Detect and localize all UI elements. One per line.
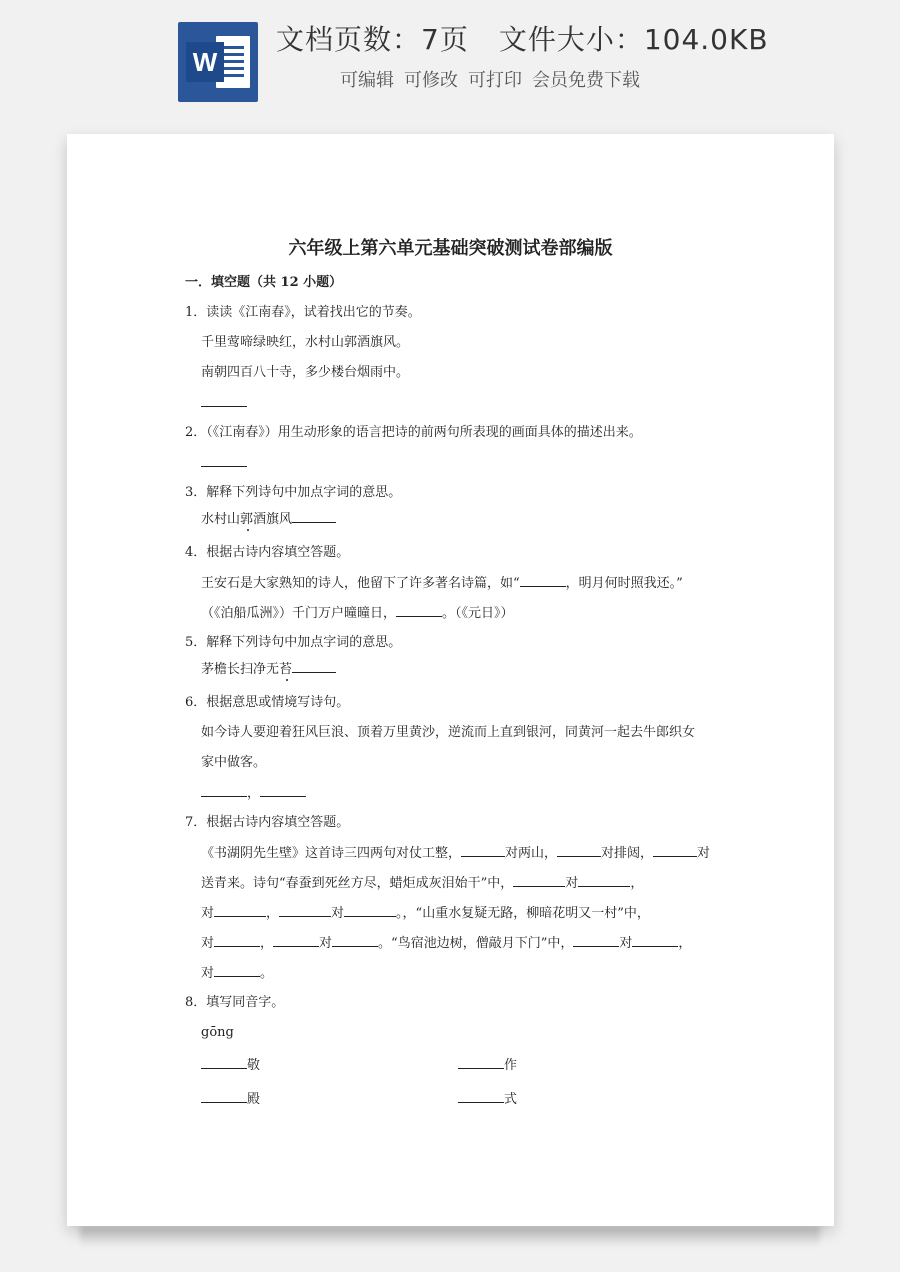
q7-text: 对排闼， — [601, 846, 654, 861]
q8-blank[interactable] — [458, 1090, 504, 1103]
q8-blank[interactable] — [201, 1056, 247, 1069]
q7-line-2 — [201, 874, 643, 893]
q7-text: 对 — [201, 906, 215, 921]
q5-pre: 茅檐长扫净无 — [201, 662, 280, 677]
q7-blank[interactable] — [557, 844, 601, 857]
document-info-header — [0, 0, 900, 120]
q8-char: 式 — [504, 1092, 518, 1107]
document-title: 六年级上第六单元基础突破测试卷部编版 — [288, 238, 613, 259]
q7-text: 。 — [260, 966, 274, 981]
q8-item-4 — [458, 1090, 517, 1109]
q7-text: 《书湖阴先生壁》这首诗三四两句对仗工整， — [201, 846, 462, 861]
q7-blank[interactable] — [344, 904, 396, 917]
q7-line-4 — [201, 934, 691, 953]
q7-blank[interactable] — [214, 964, 260, 977]
q7-text: 对 — [201, 966, 215, 981]
q7-text: 对两山， — [505, 846, 558, 861]
feature-modifiable: 可修改 — [404, 70, 458, 91]
q4-text-2b: 。（《元日》） — [442, 606, 514, 621]
q6-blank-2[interactable] — [260, 784, 306, 797]
q8-blank[interactable] — [458, 1056, 504, 1069]
q7-text: 送青来。诗句“春蚕到死丝方尽，蜡炬成灰泪始干”中， — [201, 876, 514, 891]
q7-line-1 — [201, 844, 710, 863]
question-8: 8．填写同音字。 — [185, 995, 285, 1010]
q6-separator: ， — [247, 786, 261, 801]
q8-pinyin: gōng — [201, 1025, 234, 1040]
q3-post: 酒旗风 — [253, 512, 293, 527]
q7-text: 对 — [201, 936, 215, 951]
page-count: 文档页数：7页 — [276, 23, 469, 56]
document-page — [67, 134, 834, 1226]
word-icon-letter: W — [186, 42, 224, 82]
q3-answer-blank[interactable] — [292, 510, 336, 523]
q6-blank-1[interactable] — [201, 784, 247, 797]
question-1: 1．读读《江南春》，试着找出它的节奏。 — [185, 305, 421, 320]
q7-text: 对 — [319, 936, 333, 951]
section-heading: 一．填空题（共 12 小题） — [185, 275, 343, 290]
feature-printable: 可打印 — [468, 70, 522, 91]
feature-list — [340, 66, 640, 92]
feature-editable: 可编辑 — [340, 70, 394, 91]
q7-blank[interactable] — [279, 904, 331, 917]
q2-answer-blank[interactable] — [201, 454, 247, 473]
q4-line-2 — [201, 604, 514, 623]
q5-phrase — [201, 660, 336, 679]
q4-blank-2[interactable] — [396, 604, 442, 617]
q3-phrase — [201, 510, 336, 529]
q7-blank[interactable] — [214, 904, 266, 917]
file-size: 文件大小：104.0KB — [498, 23, 769, 56]
q8-char: 敬 — [247, 1058, 261, 1073]
file-meta — [276, 18, 876, 58]
question-7: 7．根据古诗内容填空答题。 — [185, 815, 350, 830]
q4-line-1 — [201, 574, 683, 593]
q1-answer-blank[interactable] — [201, 394, 247, 413]
q8-item-2 — [458, 1056, 517, 1075]
q7-text: 对 — [331, 906, 345, 921]
q7-blank[interactable] — [513, 874, 565, 887]
q7-line-3 — [201, 904, 650, 923]
q7-blank[interactable] — [273, 934, 319, 947]
q7-blank[interactable] — [332, 934, 378, 947]
q7-text: 。，“山重水复疑无路，柳暗花明又一村”中， — [396, 906, 650, 921]
q7-text: ， — [678, 936, 692, 951]
q7-text: ， — [630, 876, 644, 891]
q8-char: 作 — [504, 1058, 518, 1073]
q7-line-5 — [201, 964, 273, 983]
q5-answer-blank[interactable] — [292, 660, 336, 673]
question-4: 4．根据古诗内容填空答题。 — [185, 545, 350, 560]
q3-pre: 水村山 — [201, 512, 241, 527]
q7-blank[interactable] — [461, 844, 505, 857]
q4-text-1a: 王安石是大家熟知的诗人，他留下了许多著名诗篇，如“ — [201, 576, 520, 591]
q4-text-2a: （《泊船瓜洲》）千门万户曈曈日， — [201, 606, 397, 621]
q7-text: 。“鸟宿池边树，僧敲月下门”中， — [378, 936, 574, 951]
feature-member-download: 会员免费下载 — [532, 70, 640, 91]
q8-item-1 — [201, 1056, 260, 1075]
q7-blank[interactable] — [632, 934, 678, 947]
q1-poem-line-2: 南朝四百八十寺，多少楼台烟雨中。 — [201, 365, 410, 380]
question-5: 5．解释下列诗句中加点字词的意思。 — [185, 635, 402, 650]
q7-text: ， — [266, 906, 280, 921]
question-6: 6．根据意思或情境写诗句。 — [185, 695, 350, 710]
q6-line-1: 如今诗人要迎着狂风巨浪、顶着万里黄沙，逆流而上直到银河，同黄河一起去牛郎织女 — [201, 725, 696, 740]
q7-blank[interactable] — [653, 844, 697, 857]
q6-answer-line — [201, 784, 306, 803]
q4-text-1b: ，明月何时照我还。” — [565, 576, 683, 591]
q8-item-3 — [201, 1090, 260, 1109]
q3-dotted-char: 郭 — [240, 512, 254, 527]
q7-text: 对 — [619, 936, 633, 951]
q5-dotted-char: 苔 — [279, 662, 293, 677]
q7-text: 对 — [565, 876, 579, 891]
q8-char: 殿 — [247, 1092, 261, 1107]
q6-line-2: 家中做客。 — [201, 755, 267, 770]
question-2: 2．（《江南春》）用生动形象的语言把诗的前两句所表现的画面具体的描述出来。 — [185, 425, 642, 440]
q7-blank[interactable] — [214, 934, 260, 947]
paper-shadow — [80, 1226, 820, 1248]
q4-blank-1[interactable] — [520, 574, 566, 587]
q1-poem-line-1: 千里莺啼绿映红，水村山郭酒旗风。 — [201, 335, 410, 350]
q7-text: 对 — [697, 846, 711, 861]
q7-blank[interactable] — [578, 874, 630, 887]
q8-blank[interactable] — [201, 1090, 247, 1103]
q7-text: ， — [260, 936, 274, 951]
question-3: 3．解释下列诗句中加点字词的意思。 — [185, 485, 402, 500]
q7-blank[interactable] — [573, 934, 619, 947]
word-document-icon — [178, 22, 258, 102]
